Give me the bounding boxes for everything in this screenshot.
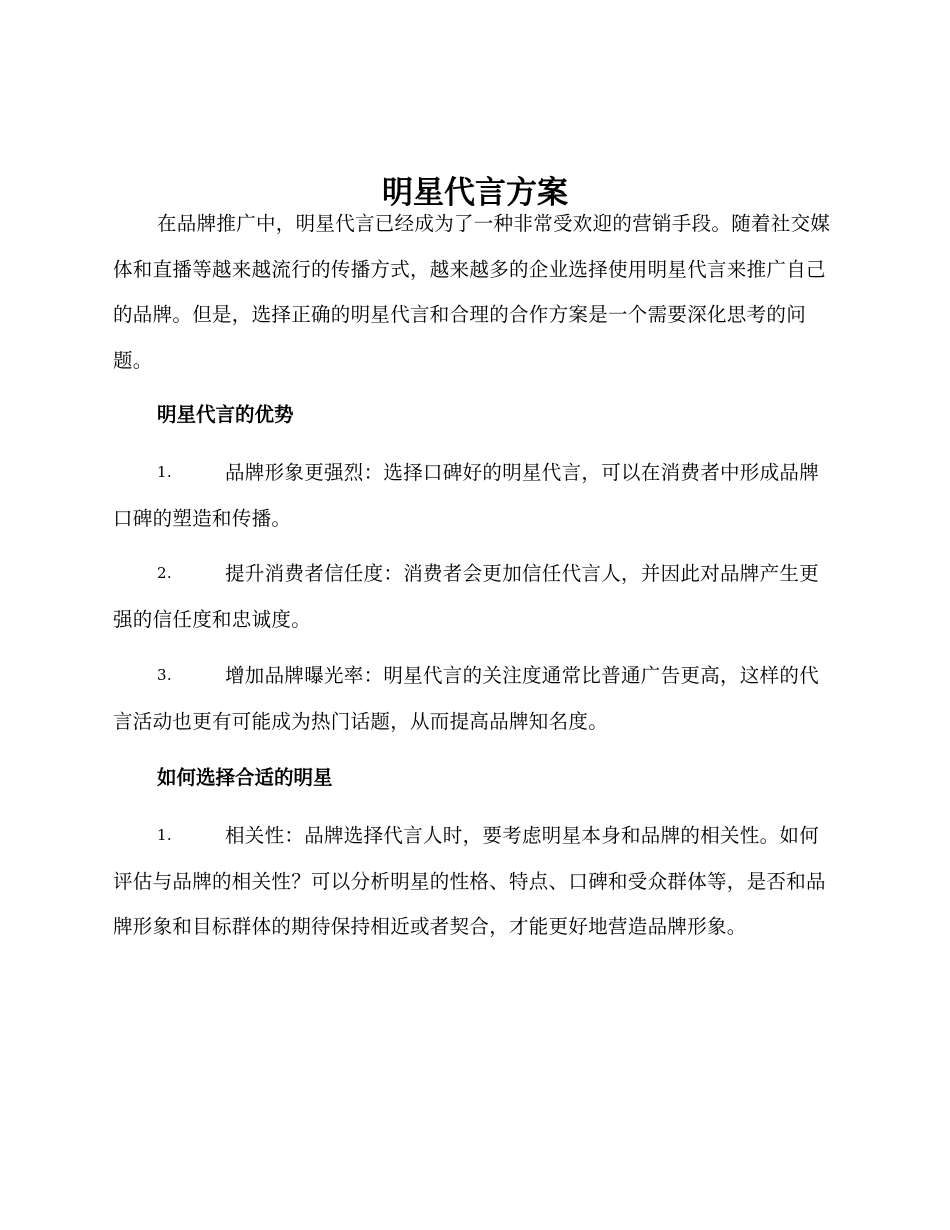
advantage-item-2 <box>113 551 835 642</box>
list-number: 3. <box>157 666 172 684</box>
advantage-item-1 <box>113 450 835 541</box>
list-item-text: 品牌形象更强烈：选择口碑好的明星代言，可以在消费者中形成品牌口碑的塑造和传播。 <box>113 461 820 530</box>
list-number: 1. <box>157 463 172 481</box>
list-number: 2. <box>157 564 172 582</box>
section-heading-selection: 如何选择合适的明星 <box>157 766 333 789</box>
list-item-text: 增加品牌曝光率：明星代言的关注度通常比普通广告更高，这样的代言活动也更有可能成为热门话题，从而提高品牌知名度。 <box>113 664 820 733</box>
document-title: 明星代言方案 <box>382 174 568 211</box>
intro-paragraph: 在品牌推广中，明星代言已经成为了一种非常受欢迎的营销手段。随着社交媒体和直播等越来越流行的传播方式，越来越多的企业选择使用明星代言来推广自己的品牌。但是，选择正确的明星代言和合理的合作方案是一个需要深化思考的问题。 <box>113 212 831 372</box>
list-item-text: 相关性：品牌选择代言人时，要考虑明星本身和品牌的相关性。如何评估与品牌的相关性？可以分析明星的性格、特点、口碑和受众群体等，是否和品牌形象和目标群体的期待保持相近或者契合，才能更好地营造品牌形象。 <box>113 824 826 938</box>
list-number: 1. <box>157 826 172 844</box>
list-item-text: 提升消费者信任度：消费者会更加信任代言人，并因此对品牌产生更强的信任度和忠诚度。 <box>113 562 820 631</box>
section-heading-advantages: 明星代言的优势 <box>157 403 294 426</box>
advantage-item-3 <box>113 653 835 744</box>
selection-item-1 <box>113 813 835 950</box>
